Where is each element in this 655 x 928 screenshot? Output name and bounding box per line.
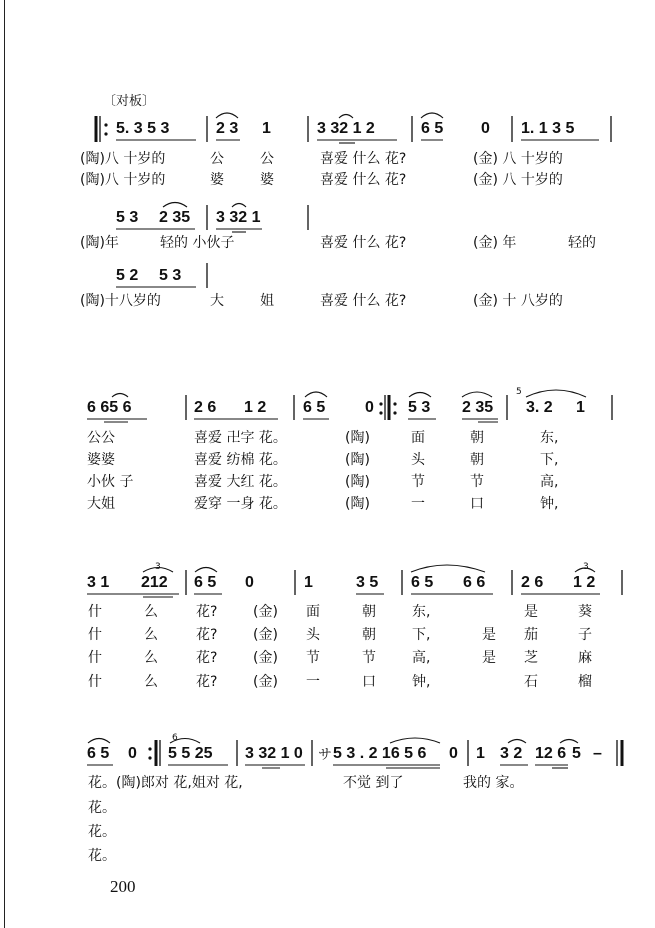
s5-note-6: 3 5 — [356, 574, 379, 591]
s1-v1-lyric-1: (陶)八 十岁的 — [80, 151, 166, 167]
s5-triplet-mark-1: 3 — [155, 562, 161, 572]
s6-grace-note: 6 — [172, 733, 178, 743]
s4-r3-c6: 高, — [540, 474, 559, 490]
s5-r3-c10: 麻 — [578, 650, 592, 666]
s4-note-4: 6 5 — [303, 399, 326, 416]
s3-lyric-1: (陶)十八岁的 — [80, 293, 161, 309]
s5-r4-c3: 花? — [196, 674, 218, 690]
s6-note-8: 3 2 — [500, 745, 523, 762]
s5-r3-c4: (金) — [253, 650, 278, 666]
s4-grace-note: 5 — [516, 387, 522, 397]
s5-r2-c2: 么 — [144, 627, 158, 643]
s5-r3-c6: 节 — [362, 650, 376, 666]
s4-r4-c1: 大姐 — [87, 496, 115, 512]
s6-lyric-3: 我的 家。 — [463, 775, 524, 791]
s6-note-7: 1 — [476, 745, 485, 762]
s6-note-2: 0 — [128, 745, 137, 762]
s2-lyric-5: 轻的 — [568, 235, 596, 251]
s4-r1-c1: 公公 — [87, 430, 115, 446]
s4-note-6: 5 3 — [408, 399, 431, 416]
s5-r2-c3: 花? — [196, 627, 218, 643]
s5-r2-c1: 什 — [88, 627, 102, 643]
s4-r1-c5: 朝 — [470, 430, 484, 446]
s4-r4-c6: 钟, — [540, 496, 559, 512]
s4-r3-c3: (陶) — [345, 474, 370, 490]
s4-note-2: 2 6 — [194, 399, 217, 416]
s5-r2-c9: 茄 — [524, 627, 538, 643]
s5-r2-c8: 是 — [482, 627, 496, 643]
s5-note-7: 6 5 — [411, 574, 434, 591]
s5-r2-c10: 子 — [578, 627, 592, 643]
s5-note-1: 3 1 — [87, 574, 110, 591]
s6-lyric-2: 不觉 到了 — [343, 775, 404, 791]
s1-v2-lyric-3: 婆 — [260, 172, 274, 188]
s4-r1-c4: 面 — [411, 430, 425, 446]
s4-r2-c4: 头 — [411, 452, 425, 468]
s5-note-5: 1 — [304, 574, 313, 591]
s5-r1-c10: 葵 — [578, 604, 592, 620]
s1-v1-lyric-3: 公 — [260, 151, 274, 167]
s4-r3-c4: 节 — [411, 474, 425, 490]
bar-lines — [96, 116, 622, 766]
s2-lyric-3: 喜爱 什么 花? — [320, 235, 407, 251]
s2-note-3: 3 32 1 — [216, 209, 261, 226]
s5-note-4: 0 — [245, 574, 254, 591]
s5-r3-c2: 么 — [144, 650, 158, 666]
s5-r2-c5: 头 — [306, 627, 320, 643]
s6-note-5: 5 3 . 2 16 5 6 — [333, 745, 427, 762]
s4-r1-c2: 喜爱 卍字 花。 — [194, 430, 287, 446]
s6-note-6: 0 — [449, 745, 458, 762]
s5-r1-c1: 什 — [88, 604, 102, 620]
s6-note-4: 3 32 1 0 — [245, 745, 303, 762]
s5-note-8: 6 6 — [463, 574, 486, 591]
s4-note-1: 6 65 6 — [87, 399, 132, 416]
s1-v2-lyric-2: 婆 — [210, 172, 224, 188]
s5-r4-c1: 什 — [88, 674, 102, 690]
s1-note-2: 2 3 — [216, 120, 239, 137]
s6-lyric-1: 花。(陶)郎对 花,姐对 花, — [88, 775, 243, 791]
s1-v2-lyric-5: (金) 八 十岁的 — [473, 172, 563, 188]
s4-note-7: 2 35 — [462, 399, 494, 416]
s4-note-8: 3. 2 — [526, 399, 553, 416]
s1-v1-lyric-4: 喜爱 什么 花? — [320, 151, 407, 167]
s5-r4-c4: (金) — [253, 674, 278, 690]
s5-r3-c5: 节 — [306, 650, 320, 666]
s5-r4-c5: 一 — [306, 674, 320, 690]
s5-r1-c5: 面 — [306, 604, 320, 620]
s4-note-3: 1 2 — [244, 399, 267, 416]
s5-r4-c10: 榴 — [578, 674, 592, 690]
s1-note-3: 1 — [262, 120, 271, 137]
s4-r3-c5: 节 — [470, 474, 484, 490]
s5-r1-c4: (金) — [253, 604, 278, 620]
s4-r4-c4: 一 — [411, 496, 425, 512]
s6-note-9: 12 6 — [535, 745, 567, 762]
s1-v2-lyric-1: (陶)八 十岁的 — [80, 172, 166, 188]
repeat-dots — [104, 120, 396, 759]
s3-lyric-4: 喜爱 什么 花? — [320, 293, 407, 309]
s6-note-3: 5 5 25 — [168, 745, 213, 762]
s1-note-4: 3 32 1 2 — [317, 120, 375, 137]
s5-r2-c7: 下, — [412, 627, 431, 643]
s6-free-tempo-mark: サ — [318, 747, 332, 763]
slurs — [88, 113, 595, 743]
s1-v2-lyric-4: 喜爱 什么 花? — [320, 172, 407, 188]
s6-note-10: 5 — [572, 745, 581, 762]
s3-note-2: 5 3 — [159, 267, 182, 284]
duration-underlines — [87, 140, 600, 768]
s4-r3-c2: 喜爱 大红 花。 — [194, 474, 287, 490]
s6-lyric-rest-3: 花。 — [88, 848, 116, 864]
s2-lyric-1: (陶)年 — [80, 235, 119, 251]
s5-r3-c9: 芝 — [524, 650, 538, 666]
s5-r1-c6: 朝 — [362, 604, 376, 620]
s1-v1-lyric-5: (金) 八 十岁的 — [473, 151, 563, 167]
s4-r4-c3: (陶) — [345, 496, 370, 512]
s2-lyric-4: (金) 年 — [473, 235, 517, 251]
s4-r4-c5: 口 — [470, 496, 484, 512]
s3-lyric-2: 大 — [210, 293, 224, 309]
s4-note-9: 1 — [576, 399, 585, 416]
s5-r4-c7: 钟, — [412, 674, 431, 690]
s4-r4-c2: 爱穿 一身 花。 — [194, 496, 287, 512]
s5-r1-c3: 花? — [196, 604, 218, 620]
s4-r2-c6: 下, — [540, 452, 559, 468]
s2-note-1: 5 3 — [116, 209, 139, 226]
s4-r2-c3: (陶) — [345, 452, 370, 468]
s5-r4-c2: 么 — [144, 674, 158, 690]
s3-note-1: 5 2 — [116, 267, 139, 284]
s4-note-5: 0 — [365, 399, 374, 416]
page-number: 200 — [110, 877, 136, 896]
s1-note-5: 6 5 — [421, 120, 444, 137]
s3-lyric-3: 姐 — [260, 293, 274, 309]
s4-r1-c3: (陶) — [345, 430, 370, 446]
s5-r3-c7: 高, — [412, 650, 431, 666]
s5-r3-c1: 什 — [88, 650, 102, 666]
tempo-label: 〔对板〕 — [103, 94, 156, 109]
s1-note-1: 5. 3 5 3 — [116, 120, 170, 137]
s6-lyric-rest-1: 花。 — [88, 800, 116, 816]
s4-r2-c1: 婆婆 — [87, 452, 115, 468]
s6-note-1: 6 5 — [87, 745, 110, 762]
s5-r1-c2: 么 — [144, 604, 158, 620]
s5-r1-c7: 东, — [412, 604, 431, 620]
s4-r2-c2: 喜爱 纺棉 花。 — [194, 452, 287, 468]
s1-note-6: 0 — [481, 120, 490, 137]
s2-lyric-2: 轻的 小伙子 — [160, 235, 235, 251]
s5-r4-c6: 口 — [362, 674, 376, 690]
s2-note-2: 2 35 — [159, 209, 191, 226]
s6-lyric-rest-2: 花。 — [88, 824, 116, 840]
s5-note-3: 6 5 — [194, 574, 217, 591]
s5-r2-c4: (金) — [253, 627, 278, 643]
s5-r4-c9: 石 — [524, 674, 538, 690]
s5-triplet-mark-2: 3 — [583, 562, 589, 572]
s3-lyric-5: (金) 十 八岁的 — [473, 293, 563, 309]
s5-r3-c3: 花? — [196, 650, 218, 666]
s5-r3-c8: 是 — [482, 650, 496, 666]
s5-note-10: 1 2 — [573, 574, 596, 591]
s1-note-7: 1. 1 3 5 — [521, 120, 575, 137]
s5-note-9: 2 6 — [521, 574, 544, 591]
s1-v1-lyric-2: 公 — [210, 151, 224, 167]
s5-r1-c9: 是 — [524, 604, 538, 620]
s4-r1-c6: 东, — [540, 430, 559, 446]
s4-r3-c1: 小伙 子 — [87, 474, 134, 490]
s6-note-11: – — [593, 745, 602, 762]
s5-note-2: 212 — [141, 574, 168, 591]
s5-r2-c6: 朝 — [362, 627, 376, 643]
s4-r2-c5: 朝 — [470, 452, 484, 468]
